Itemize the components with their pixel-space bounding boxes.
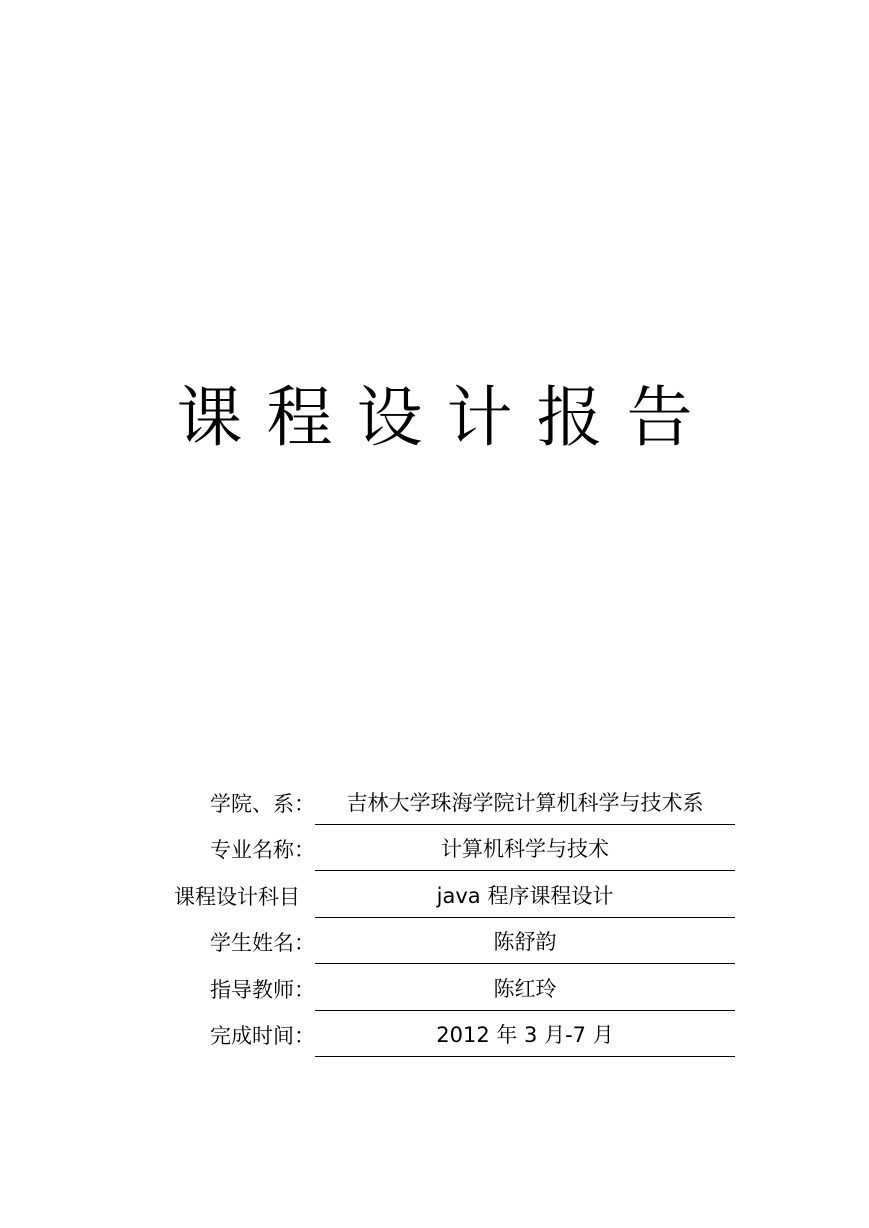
label-major: 专业名称： — [210, 838, 315, 862]
value-college: 吉林大学珠海学院计算机科学与技术系 — [315, 788, 735, 825]
value-advisor: 陈红玲 — [315, 974, 735, 1011]
info-row-advisor — [170, 964, 735, 1011]
label-subject: 课程设计科目 — [174, 884, 300, 909]
info-row-subject — [170, 871, 735, 918]
label-advisor: 指导教师： — [210, 977, 315, 1002]
cover-info-table — [170, 778, 735, 1057]
value-subject: java 程序课程设计 — [315, 881, 735, 918]
value-major: 计算机科学与技术 — [315, 834, 735, 871]
info-row-date — [170, 1011, 735, 1058]
report-title: 课程设计报告 — [176, 379, 717, 456]
label-date: 完成时间： — [210, 1024, 315, 1048]
value-student: 陈舒韵 — [315, 927, 735, 964]
info-row-major — [170, 825, 735, 872]
info-row-student — [170, 918, 735, 965]
value-date: 2012 年 3 月-7 月 — [315, 1020, 735, 1057]
info-row-college — [170, 778, 735, 825]
label-college: 学院、系： — [210, 791, 315, 816]
label-student: 学生姓名： — [210, 931, 315, 955]
